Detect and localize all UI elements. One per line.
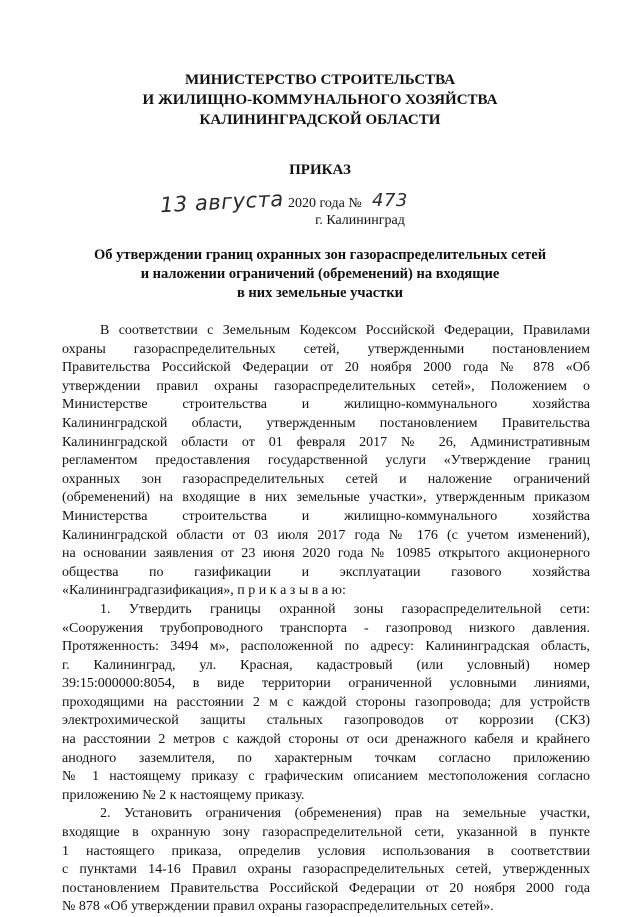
- text-line: на расстоянии 2 метров с каждой стороны от оси дренажного кабеля и крайнего: [62, 732, 590, 748]
- ministry-line-3: КАЛИНИНГРАДСКОЙ ОБЛАСТИ: [199, 112, 441, 128]
- document-type-title: ПРИКАЗ: [289, 162, 351, 178]
- text-line: Министерства строительства и жилищно-коммунального хозяйства: [62, 508, 590, 524]
- order-body: [62, 322, 590, 917]
- text-line: 39:15:000000:8054, в виде территории ограниченной условными линиями,: [62, 676, 590, 692]
- item-1-paragraph: [62, 601, 590, 806]
- text-line: утверждении правил охраны газораспределительных сетей», Положением о: [62, 378, 590, 394]
- text-line: 1. Утвердить границы охранной зоны газораспределительной сети:: [100, 601, 590, 617]
- text-line: Правительства Российской Федерации от 20 ноября 2000 года № 878 «Об: [62, 360, 590, 376]
- text-line: В соответствии с Земельным Кодексом Российской Федерации, Правилами: [100, 323, 590, 338]
- text-line: 2. Установить ограничения (обременения) прав на земельные участки,: [100, 806, 590, 822]
- text-line: Калининградской области от 01 февраля 2017 № 26, Административным: [62, 434, 590, 450]
- item-2-paragraph: [62, 805, 590, 917]
- text-line: № 1 настоящему приказу с графическим описанием местоположения согласно: [62, 769, 590, 785]
- ministry-line-2: И ЖИЛИЩНО-КОММУНАЛЬНОГО ХОЗЯЙСТВА: [142, 92, 498, 108]
- text-line: охраны газораспределительных сетей, утвержденными постановлением: [62, 341, 590, 357]
- text-line: Министерстве строительства и жилищно-коммунального хозяйства: [62, 397, 590, 413]
- text-line: 1 настоящего приказа, определив условия использования в соответствии: [62, 843, 590, 859]
- text-line: охранных зон газораспределительных сетей и наложение ограничений: [62, 471, 590, 487]
- text-line: «Сооружения трубопроводного транспорта - газопровод низкого давления.: [62, 620, 590, 636]
- text-line: Калининградской области, утвержденным постановлением Правительства: [62, 415, 590, 431]
- ministry-line-1: МИНИСТЕРСТВО СТРОИТЕЛЬСТВА: [184, 72, 456, 88]
- ministry-header: [0, 70, 640, 130]
- text-line: с пунктами 14-16 Правил охраны газораспределительных сетей, утвержденных: [62, 862, 590, 878]
- text-line: общества по газификации и эксплуатации газового хозяйства: [62, 564, 590, 580]
- text-line: Калининградской области от 03 июля 2017 года № 176 (с учетом изменений),: [62, 527, 590, 543]
- city-line: г. Калининград: [315, 213, 405, 228]
- order-subject: [0, 246, 640, 303]
- text-line: на основании заявления от 23 июня 2020 года № 10985 открытого акционерного: [62, 546, 590, 562]
- handwritten-date: 13 августа: [159, 186, 285, 218]
- text-line: № 878 «Об утверждении правил охраны газораспределительных сетей».: [62, 899, 494, 915]
- printed-year-number-label: 2020 года №: [288, 196, 362, 211]
- text-line: электрохимической защиты стальных газопроводов от коррозии (СКЗ): [62, 713, 590, 729]
- text-line: Протяженность: 3494 м», расположенной по адресу: Калининградская область,: [62, 639, 590, 655]
- text-line: анодного заземлителя, по характерным точкам согласно приложению: [62, 750, 590, 766]
- subject-line-1: Об утверждении границ охранных зон газораспределительных сетей: [93, 247, 547, 263]
- text-line: приложению № 2 к настоящему приказу.: [62, 787, 305, 803]
- text-line: проходящими на расстоянии 2 м с каждой стороны газопровода; для устройств: [62, 694, 590, 710]
- preamble-paragraph: [62, 322, 590, 601]
- text-line: «Калининградгазификация», п р и к а з ы в а ю:: [62, 583, 346, 599]
- text-line: г. Калининград, ул. Красная, кадастровый (или условный) номер: [62, 657, 590, 673]
- handwritten-order-number: 473: [372, 190, 408, 211]
- subject-line-2: и наложении ограничений (обременений) на входящие: [140, 266, 500, 282]
- text-line: (обременений) на входящие в них земельные участки», утвержденным приказом: [62, 490, 590, 506]
- text-line: постановлением Правительства Российской Федерации от 20 ноября 2000 года: [62, 880, 590, 896]
- text-line: входящие в охранную зону газораспределительной сети, указанной в пункте: [62, 825, 590, 841]
- text-line: регламентом предоставления государственной услуги «Утверждение границ: [62, 453, 590, 469]
- subject-line-3: в них земельные участки: [236, 285, 404, 301]
